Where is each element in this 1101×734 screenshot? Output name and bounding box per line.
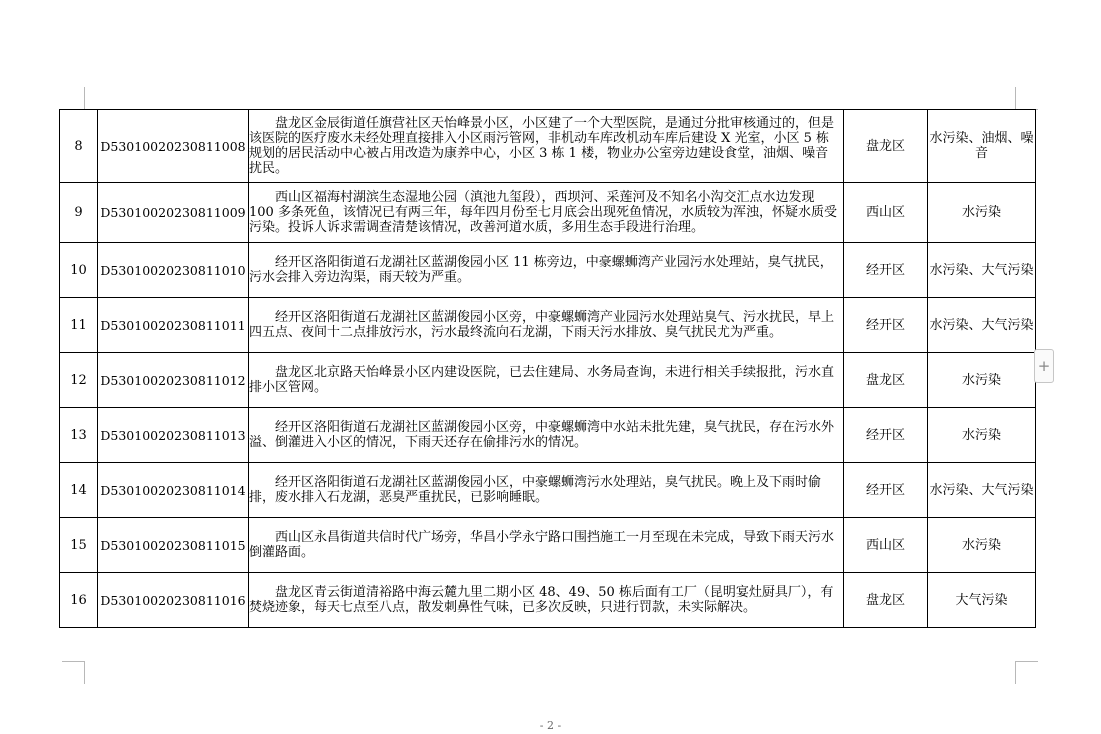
table-row [60,183,1036,243]
row-number: 8 [60,110,98,183]
district-cell: 经开区 [844,408,928,463]
pollution-type-cell: 水污染 [928,183,1036,243]
pollution-type-cell: 水污染、大气污染 [928,298,1036,353]
pollution-type-cell: 水污染 [928,353,1036,408]
row-number: 11 [60,298,98,353]
row-number: 12 [60,353,98,408]
table-row [60,243,1036,298]
description-text: 西山区永昌街道共信时代广场旁，华昌小学永宁路口围挡施工一月至现在未完成，导致下雨天污水倒灌路面。 [249,530,835,560]
page-number: - 2 - [539,719,562,732]
expand-plus-icon[interactable]: + [1034,349,1054,383]
row-number: 14 [60,463,98,518]
district-cell: 经开区 [844,298,928,353]
district-cell: 经开区 [844,243,928,298]
district-cell: 盘龙区 [844,110,928,183]
pollution-type-cell: 水污染 [928,518,1036,573]
pollution-type-cell: 大气污染 [928,573,1036,628]
case-code: D53010020230811014 [98,463,249,518]
case-code: D53010020230811009 [98,183,249,243]
row-number: 9 [60,183,98,243]
corner-mark-bottom-right [1015,661,1038,684]
complaint-description [249,463,844,518]
table-row [60,408,1036,463]
corner-mark-top-left [62,87,85,110]
case-code: D53010020230811011 [98,298,249,353]
district-cell: 盘龙区 [844,573,928,628]
complaint-description [249,353,844,408]
description-text: 经开区洛阳街道石龙湖社区蓝湖俊园小区旁，中豪螺蛳湾产业园污水处理站臭气、污水扰民，早上四五点、夜间十二点排放污水，污水最终流向石龙湖，下雨天污水排放、臭气扰民尤为严重。 [249,310,835,340]
description-text: 盘龙区金辰街道任旗营社区天怡峰景小区，小区建了一个大型医院，是通过分批审核通过的，但是该医院的医疗废水未经处理直接排入小区雨污管网，非机动车库改机动车库后建设 X 光室，小区 5 栋规划的居民活动中心被占用改造为康养中心，小区 3 栋 1 楼，物业办公室旁边建设食堂，油烟、噪音扰民。 [249,116,835,176]
pollution-type-cell: 水污染 [928,408,1036,463]
complaint-description [249,408,844,463]
description-text: 经开区洛阳街道石龙湖社区蓝湖俊园小区旁，中豪螺蛳湾中水站未批先建，臭气扰民，存在污水外溢、倒灌进入小区的情况，下雨天还存在偷排污水的情况。 [249,420,835,450]
description-text: 盘龙区青云街道清裕路中海云麓九里二期小区 48、49、50 栋后面有工厂（昆明宴灶厨具厂），有焚烧迹象，每天七点至八点，散发刺鼻性气味，已多次反映，只进行罚款，未实际解决。 [249,585,834,615]
description-text: 经开区洛阳街道石龙湖社区蓝湖俊园小区，中豪螺蛳湾污水处理站，臭气扰民。晚上及下雨时偷排，废水排入石龙湖，恶臭严重扰民，已影响睡眠。 [249,475,822,505]
table-row [60,573,1036,628]
row-number: 10 [60,243,98,298]
table-row [60,518,1036,573]
corner-mark-bottom-left [62,661,85,684]
table-row [60,353,1036,408]
case-code: D53010020230811015 [98,518,249,573]
row-number: 16 [60,573,98,628]
pollution-type-cell: 水污染、大气污染 [928,243,1036,298]
case-code: D53010020230811012 [98,353,249,408]
district-cell: 西山区 [844,183,928,243]
case-code: D53010020230811008 [98,110,249,183]
case-code: D53010020230811016 [98,573,249,628]
case-code: D53010020230811010 [98,243,249,298]
row-number: 13 [60,408,98,463]
complaint-description [249,183,844,243]
table-row [60,110,1036,183]
description-text: 西山区福海村湖滨生态湿地公园（滇池九玺段），西坝河、采莲河及不知名小沟交汇点水边发现 100 多条死鱼，该情况已有两三年，每年四月份至七月底会出现死鱼情况，水质较为浑浊，怀疑水质受污染。投诉人诉求需调查清楚该情况，改善河道水质，多用生态手段进行治理。 [249,190,837,235]
district-cell: 西山区 [844,518,928,573]
description-text: 经开区洛阳街道石龙湖社区蓝湖俊园小区 11 栋旁边，中豪螺蛳湾产业园污水处理站，臭气扰民，污水会排入旁边沟渠，雨天较为严重。 [249,255,833,285]
complaint-table [59,109,1036,628]
row-number: 15 [60,518,98,573]
complaint-description [249,298,844,353]
case-code: D53010020230811013 [98,408,249,463]
district-cell: 盘龙区 [844,353,928,408]
description-text: 盘龙区北京路天怡峰景小区内建设医院，已去住建局、水务局查询，未进行相关手续报批，污水直排小区管网。 [249,365,835,395]
table-row [60,463,1036,518]
table-row [60,298,1036,353]
corner-mark-top-right [1015,87,1038,110]
complaint-description [249,518,844,573]
complaint-description [249,243,844,298]
pollution-type-cell: 水污染、油烟、噪音 [928,110,1036,183]
complaint-description [249,573,844,628]
pollution-type-cell: 水污染、大气污染 [928,463,1036,518]
district-cell: 经开区 [844,463,928,518]
complaint-description [249,110,844,183]
